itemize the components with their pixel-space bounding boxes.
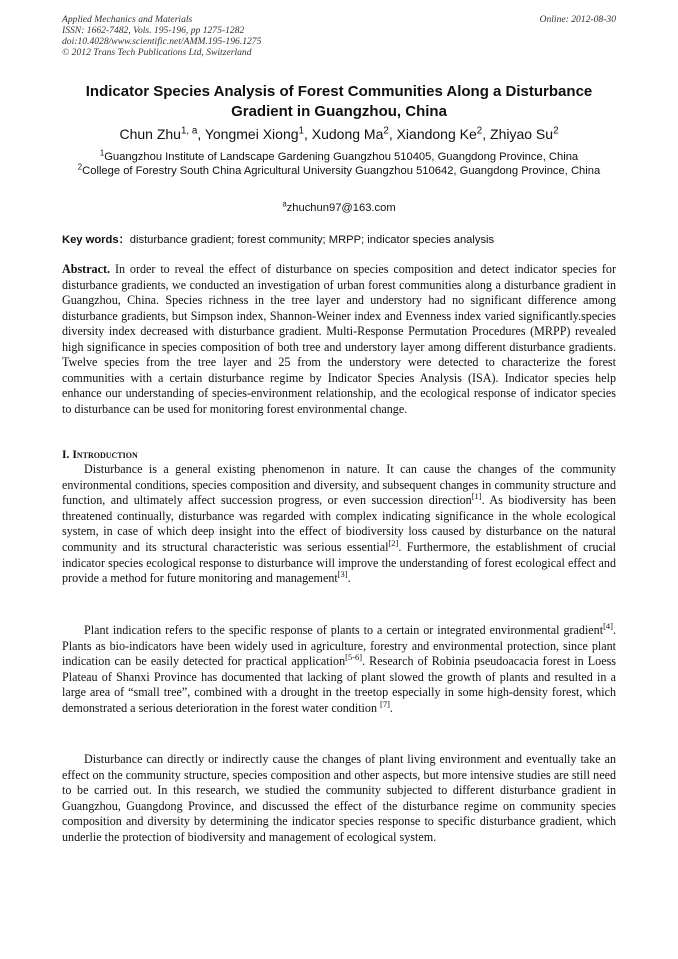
keywords bbox=[62, 233, 616, 247]
abstract-label: Abstract. bbox=[62, 262, 111, 276]
author-email[interactable]: $^a$zhuchun97@163.com bbox=[282, 199, 396, 214]
doi-line: doi:10.4028/www.scientific.net/AMM.195-196.1275 bbox=[62, 36, 262, 47]
online-date: Online: 2012-08-30 bbox=[539, 14, 616, 25]
body-paragraph: Disturbance can directly or indirectly cause the changes of plant living environment and eventually take an effect on the community structure, species composition and other aspects, but more intensive studies are still need to be carried out. In this research, we studied the community subjected to different disturbance gradient in Guangzhou, Guangdong Province, and discussed the effect of the disturbance regime on community species composition and diversity by determining the indicator species response to specific disturbance gradient, which underlie the protection of biodiversity and management of ecological system. bbox=[62, 752, 616, 844]
citation: [5-6] bbox=[345, 652, 363, 663]
abstract bbox=[62, 262, 616, 417]
citation: [4] bbox=[603, 620, 613, 631]
affiliations bbox=[62, 150, 616, 178]
copyright-line: © 2012 Trans Tech Publications Ltd, Switzerland bbox=[62, 47, 252, 58]
journal-header bbox=[62, 14, 616, 58]
section-heading: I. Introduction bbox=[62, 448, 138, 461]
affiliation: $^1$Guangzhou Institute of Landscape Gardening Guangzhou 510405, Guangdong Province, China bbox=[99, 148, 579, 163]
citation: [3] bbox=[337, 569, 348, 580]
author-list bbox=[62, 126, 616, 143]
keywords-label: Key words： bbox=[62, 234, 130, 246]
author: Xudong Ma$^2$, bbox=[311, 125, 397, 142]
body-paragraph: Disturbance is a general existing phenomenon in nature. It can cause the changes of the community environmental conditions, species composition and diversity, and subsequent changes in community structure and function, and ultimately affect succession progress, or even succession direction[1]. As biodiversity has been threatened continually, disturbance was regarded with complex indicating significance in the whole ecological system, in case of which deep insight into the effect of biodiversity loss caused by disturbance on the natural community and its structural characteristic was serious essential[2]. Furthermore, the establishment of crucial indicator species ecological response to disturbance will improve the understanding of forest ecological effect and provide a method for future monitoring and management[3]. bbox=[62, 462, 616, 586]
citation: [7] bbox=[380, 698, 390, 709]
author: Xiandong Ke$^2$, bbox=[396, 125, 491, 142]
body-paragraph: Plant indication refers to the specific response of plants to a certain or integrated environmental gradient[4]. Plants as bio-indicators have been widely used in agriculture, forestry and environmental protection, since plant indication can be easily detected for practical application[5-6]. Research of Robinia pseudoacacia forest in Loess Plateau of Shanxi Province has documented that lacking of plant slowed the growth of plants and resulted in a large area of “small tree”, combined with a drought in the treetop especially in some high-density forest, which demonstrated a serious deterioration in the forest water condition [7]. bbox=[62, 620, 616, 715]
author: Chun Zhu$^{1, a}$, bbox=[119, 125, 205, 142]
paper-title: Indicator Species Analysis of Forest Communities Along a Disturbance Gradient in Guangzhou, China bbox=[85, 83, 593, 120]
citation: [2] bbox=[388, 537, 399, 548]
keywords-text: disturbance gradient; forest community; MRPP; indicator species analysis bbox=[129, 234, 495, 246]
issn-line: ISSN: 1662-7482, Vols. 195-196, pp 1275-1282 bbox=[62, 25, 245, 36]
citation: [1] bbox=[471, 491, 482, 502]
abstract-text: In order to reveal the effect of disturbance on species composition and detect indicator species for disturbance gradients, we conducted an investigation of urban forest communities along a disturbance gradient in Guangzhou, China. Species richness in the tree layer and understory had no significant difference among disturbance gradients, but Simpson index, Shannon-Weiner index and Evenness index varied significantly.species diversity index decreased with disturbance gradient. Multi-Response Permutation Procedures (MRPP) revealed high significance in species composition of both tree and understory layer among different disturbance gradients. Twelve species from the tree layer and 25 from the understory were detected to characterize the forest communities with a certain disturbance regime by Indicator Species Analysis (ISA). Indicator species help enhance our understanding of species-environment relationship, and the ecological response of indicator species to disturbance can be used for monitoring forest environmental change. bbox=[62, 262, 616, 416]
affiliation: $^2$College of Forestry South China Agricultural University Guangzhou 510642, Guangdong Province, China bbox=[77, 162, 601, 177]
author: Zhiyao Su$^2$ bbox=[490, 125, 559, 142]
journal-name: Applied Mechanics and Materials bbox=[62, 14, 193, 25]
author: Yongmei Xiong$^1$, bbox=[204, 125, 312, 142]
